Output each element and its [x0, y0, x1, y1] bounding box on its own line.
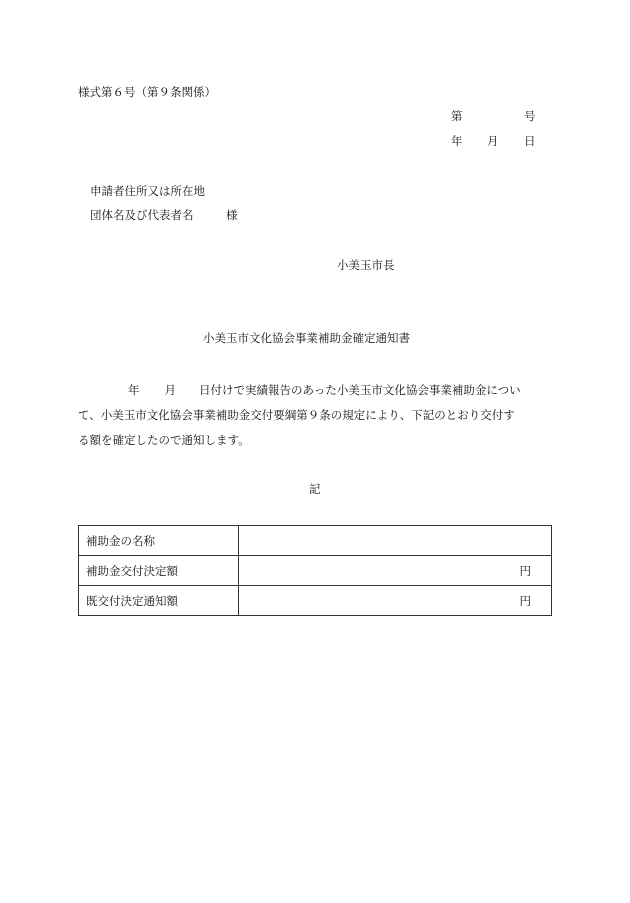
- body-line-3: る額を確定したので通知します。: [78, 433, 250, 447]
- document-title: 小美玉市文化協会事業補助金確定通知書: [203, 331, 410, 345]
- table-row: [79, 556, 552, 586]
- table-row: [79, 526, 552, 556]
- subsidy-table: [78, 525, 552, 616]
- ki-heading: 記: [309, 482, 321, 496]
- sender-mayor: 小美玉市長: [337, 258, 395, 272]
- date-year: 年: [451, 134, 463, 148]
- form-number: 様式第６号（第９条関係）: [78, 85, 216, 99]
- doc-number-dai: 第: [451, 109, 463, 123]
- notice-body: [78, 378, 554, 453]
- body-month: 月: [164, 383, 176, 397]
- body-line-1-text: 日付けで実績報告のあった小美玉市文化協会事業補助金につい: [199, 383, 521, 397]
- row-label-notified-amount: 既交付決定通知額: [79, 586, 239, 616]
- row-value-subsidy-name: [239, 526, 552, 556]
- body-line-1: [78, 378, 554, 403]
- body-year: 年: [128, 383, 140, 397]
- table-row: [79, 586, 552, 616]
- date-month: 月: [487, 134, 499, 148]
- row-label-subsidy-name: 補助金の名称: [79, 526, 239, 556]
- row-label-decided-amount: 補助金交付決定額: [79, 556, 239, 586]
- addressee-address-label: 申請者住所又は所在地: [90, 184, 205, 198]
- doc-number-go: 号: [524, 109, 536, 123]
- body-line-2: て、小美玉市文化協会事業補助金交付要綱第９条の規定により、下記のとおり交付す: [78, 408, 515, 422]
- row-value-notified-amount: 円: [239, 586, 552, 616]
- addressee-name-label: 団体名及び代表者名: [90, 208, 194, 222]
- date-day: 日: [524, 134, 536, 148]
- row-value-decided-amount: 円: [239, 556, 552, 586]
- addressee-honorific: 様: [226, 208, 238, 222]
